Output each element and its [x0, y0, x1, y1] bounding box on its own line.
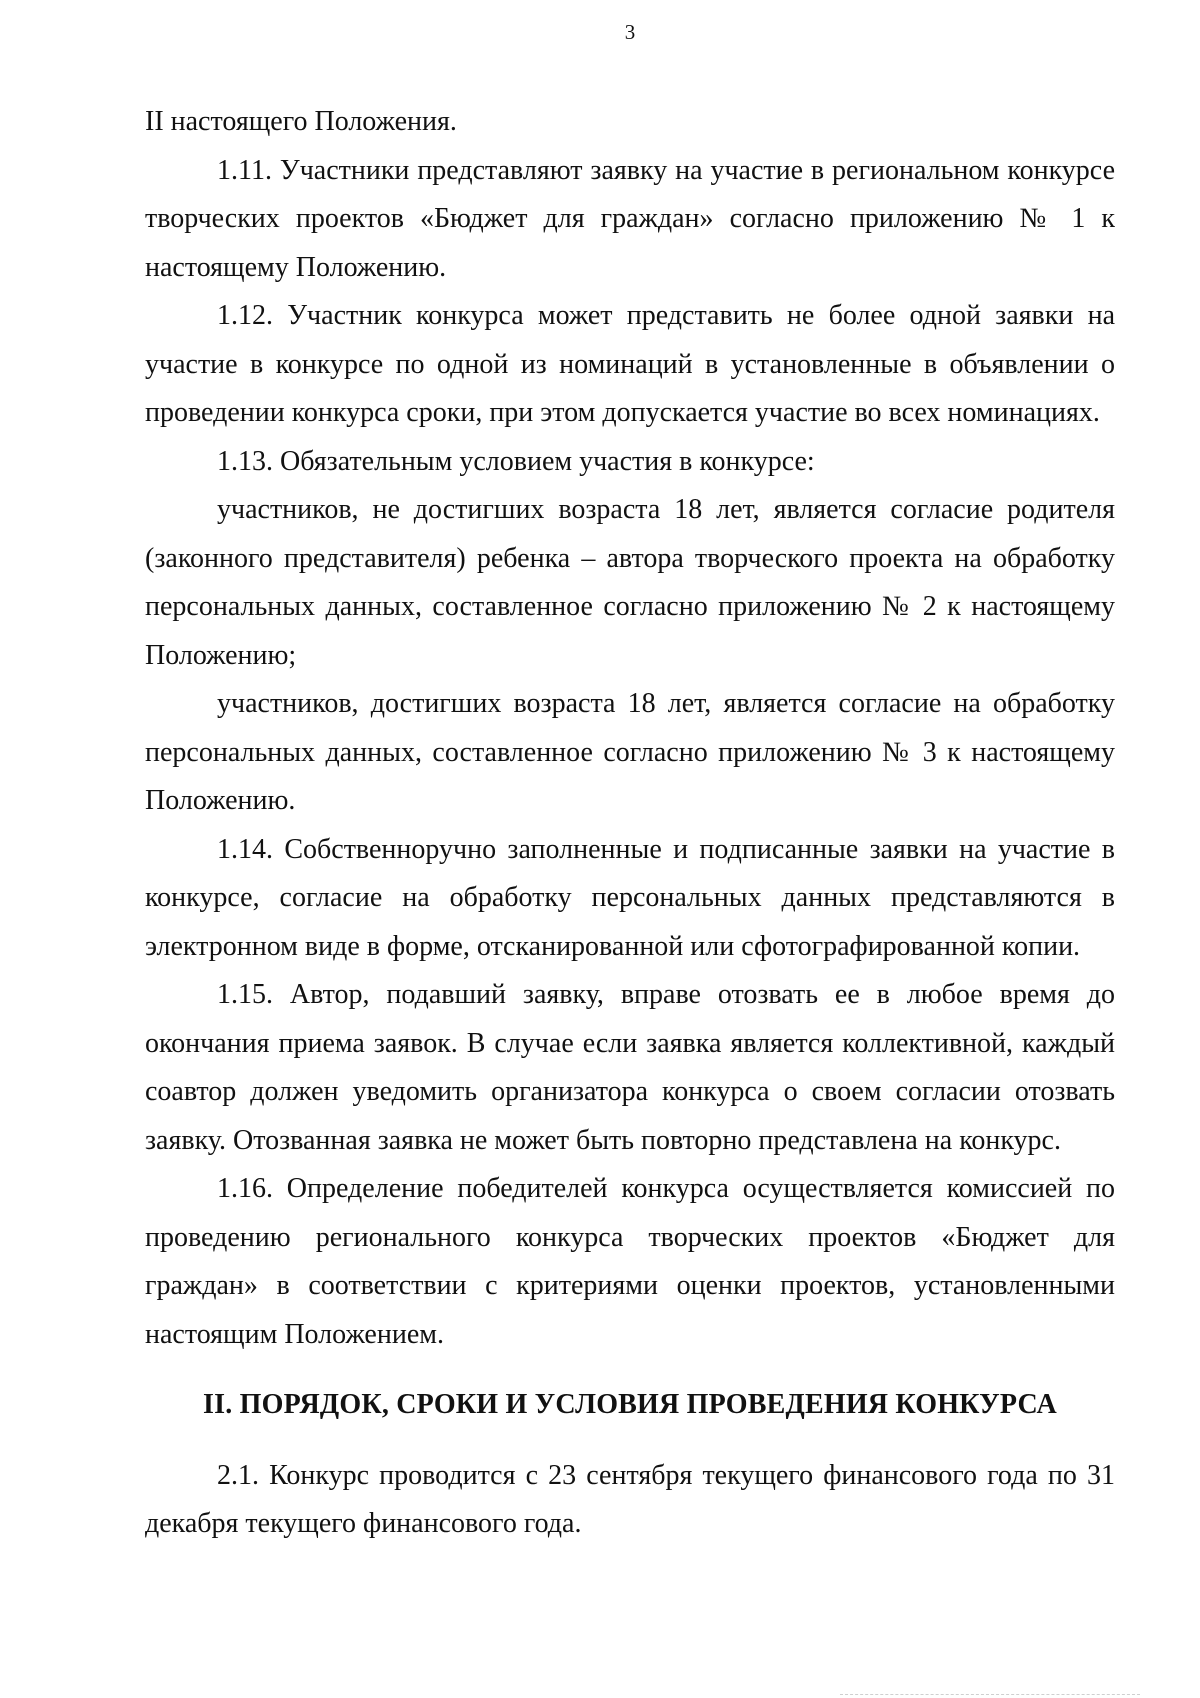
document-body	[145, 98, 1115, 1549]
paragraph-continuation: II настоящего Положения.	[145, 106, 457, 137]
paragraph-1-16: 1.16. Определение победителей конкурса осуществляется комиссией по проведению регионального конкурса творческих проектов «Бюджет для граждан» в соответствии с критериями оценки проектов, установленными настоящим Положением.	[145, 1173, 1115, 1350]
paragraph-1-15: 1.15. Автор, подавший заявку, вправе отозвать ее в любое время до окончания приема заявок. В случае если заявка является коллективной, каждый соавтор должен уведомить организатора конкурса о своем согласии отозвать заявку. Отозванная заявка не может быть повторно представлена на конкурс.	[145, 979, 1115, 1156]
paragraph-minors-consent: участников, не достигших возраста 18 лет, является согласие родителя (законного представителя) ребенка – автора творческого проекта на обработку персональных данных, составленное согласно приложению № 2 к настоящему Положению;	[145, 494, 1115, 671]
paragraph-2-1: 2.1. Конкурс проводится с 23 сентября текущего финансового года по 31 декабря текущего финансового года.	[145, 1459, 1115, 1539]
paragraph-1-12: 1.12. Участник конкурса может представить не более одной заявки на участие в конкурсе по одной из номинаций в установленные в объявлении о проведении конкурса сроки, при этом допускается участие во всех номинациях.	[145, 300, 1115, 428]
paragraph-1-14: 1.14. Собственноручно заполненные и подписанные заявки на участие в конкурсе, согласие на обработку персональных данных представляются в электронном виде в форме, отсканированной или сфотографированной копии.	[145, 833, 1115, 962]
paragraph-1-13: 1.13. Обязательным условием участия в конкурсе:	[217, 445, 815, 477]
page-number: 3	[624, 20, 636, 44]
scan-edge-line	[840, 1694, 1140, 1696]
paragraph-1-11: 1.11. Участники представляют заявку на участие в региональном конкурсе творческих проектов «Бюджет для граждан» согласно приложению № 1 к настоящему Положению.	[145, 154, 1115, 283]
paragraph-adults-consent: участников, достигших возраста 18 лет, является согласие на обработку персональных данных, составленное согласно приложению № 3 к настоящему Положению.	[145, 688, 1115, 816]
section-heading: II. ПОРЯДОК, СРОКИ И УСЛОВИЯ ПРОВЕДЕНИЯ КОНКУРСА	[203, 1389, 1057, 1420]
